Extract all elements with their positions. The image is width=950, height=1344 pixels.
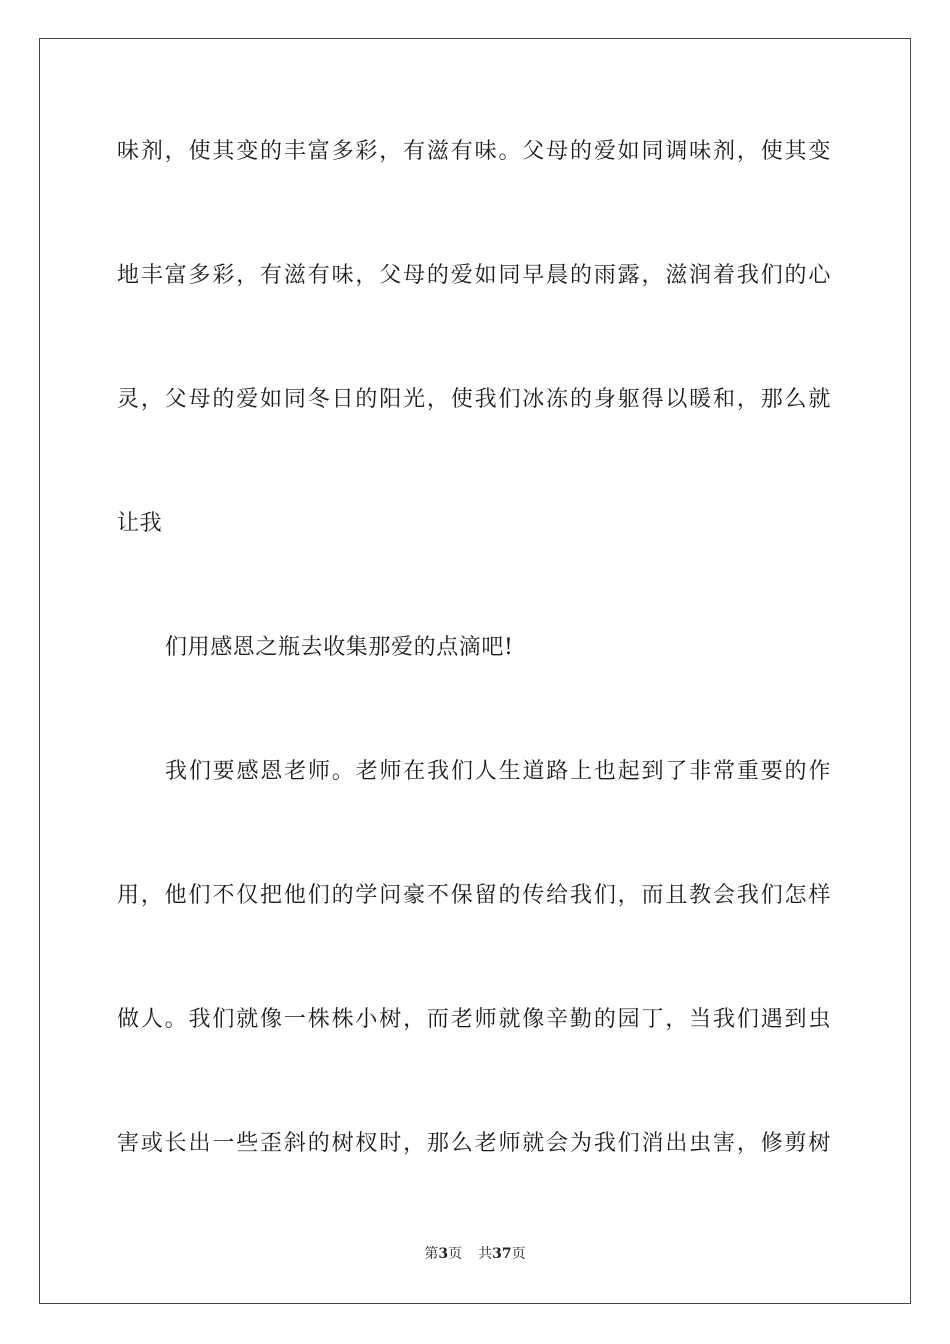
text-line: 做人。我们就像一株株小树，而老师就像辛勤的园丁，当我们遇到虫 — [117, 1007, 831, 1032]
total-pages-number: 37 — [492, 1246, 512, 1262]
text-line: 灵，父母的爱如同冬日的阳光，使我们冰冻的身躯得以暖和，那么就 — [117, 387, 831, 412]
text-line: 味剂，使其变的丰富多彩，有滋有味。父母的爱如同调味剂，使其变 — [117, 139, 831, 164]
page-prefix: 第 — [424, 1246, 439, 1262]
page-suffix: 页 — [448, 1246, 463, 1262]
text-line: 地丰富多彩，有滋有味，父母的爱如同早晨的雨露，滋润着我们的心 — [117, 263, 831, 288]
text-line: 让我 — [117, 511, 163, 536]
text-line: 用，他们不仅把他们的学问豪不保留的传给我们，而且教会我们怎样 — [117, 883, 831, 908]
text-line: 害或长出一些歪斜的树杈时，那么老师就会为我们消出虫害，修剪树 — [117, 1131, 831, 1156]
page-frame — [39, 38, 911, 1304]
current-page-number: 3 — [438, 1246, 449, 1262]
text-line: 我们要感恩老师。老师在我们人生道路上也起到了非常重要的作 — [165, 759, 831, 784]
text-line: 们用感恩之瓶去收集那爱的点滴吧! — [165, 635, 514, 660]
page-footer — [0, 1244, 950, 1264]
total-prefix: 共 — [478, 1246, 493, 1262]
total-suffix: 页 — [511, 1246, 526, 1262]
